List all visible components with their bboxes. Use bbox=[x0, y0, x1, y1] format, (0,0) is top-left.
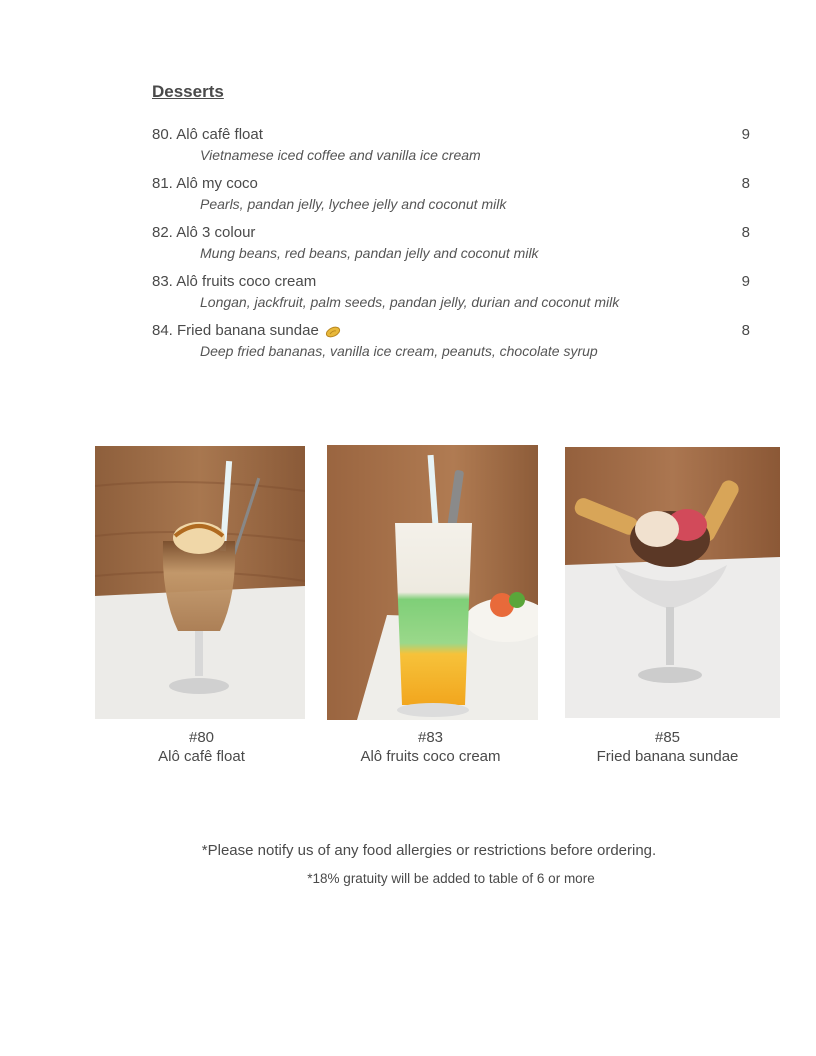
peanut-icon bbox=[325, 325, 341, 337]
item-name: 83. Alô fruits coco cream bbox=[152, 273, 317, 290]
photo-caption: Fried banana sundae bbox=[596, 748, 739, 765]
menu-item bbox=[152, 322, 750, 363]
allergy-note: *Please notify us of any food allergies or restrictions before ordering. bbox=[201, 842, 657, 859]
item-price: 9 bbox=[741, 273, 750, 290]
menu-item bbox=[152, 175, 750, 216]
photo-caption-80 bbox=[95, 728, 308, 766]
item-name: 82. Alô 3 colour bbox=[152, 224, 256, 241]
menu-item bbox=[152, 224, 750, 265]
item-price: 8 bbox=[741, 224, 750, 241]
dessert-menu bbox=[152, 126, 750, 371]
photo-number: #80 bbox=[188, 729, 215, 746]
item-description: Pearls, pandan jelly, lychee jelly and coconut milk bbox=[200, 196, 507, 212]
item-price: 8 bbox=[741, 175, 750, 192]
photo-fried-banana-sundae bbox=[565, 447, 780, 718]
item-name: 84. Fried banana sundae bbox=[152, 322, 319, 339]
photo-number: #85 bbox=[654, 729, 681, 746]
section-title: Desserts bbox=[152, 82, 224, 101]
item-description: Longan, jackfruit, palm seeds, pandan jelly, durian and coconut milk bbox=[200, 294, 620, 310]
item-price: 9 bbox=[741, 126, 750, 143]
menu-item bbox=[152, 126, 750, 167]
photo-caption: Alô fruits coco cream bbox=[360, 748, 501, 765]
item-name: 80. Alô cafê float bbox=[152, 126, 263, 143]
item-description: Deep fried bananas, vanilla ice cream, peanuts, chocolate syrup bbox=[200, 343, 598, 359]
item-description: Vietnamese iced coffee and vanilla ice cream bbox=[200, 147, 481, 163]
photo-number: #83 bbox=[417, 729, 444, 746]
photo-caption-83 bbox=[327, 728, 534, 766]
photo-cafe-float bbox=[95, 446, 305, 719]
photo-caption: Alô cafê float bbox=[158, 748, 245, 765]
item-description: Mung beans, red beans, pandan jelly and coconut milk bbox=[200, 245, 539, 261]
item-name-with-icon bbox=[152, 322, 341, 339]
item-name: 81. Alô my coco bbox=[152, 175, 258, 192]
photo-fruits-coco-cream bbox=[327, 445, 538, 720]
menu-item bbox=[152, 273, 750, 314]
gratuity-note: *18% gratuity will be added to table of 6 or more bbox=[307, 871, 595, 886]
photo-caption-85 bbox=[565, 728, 770, 766]
item-price: 8 bbox=[741, 322, 750, 339]
